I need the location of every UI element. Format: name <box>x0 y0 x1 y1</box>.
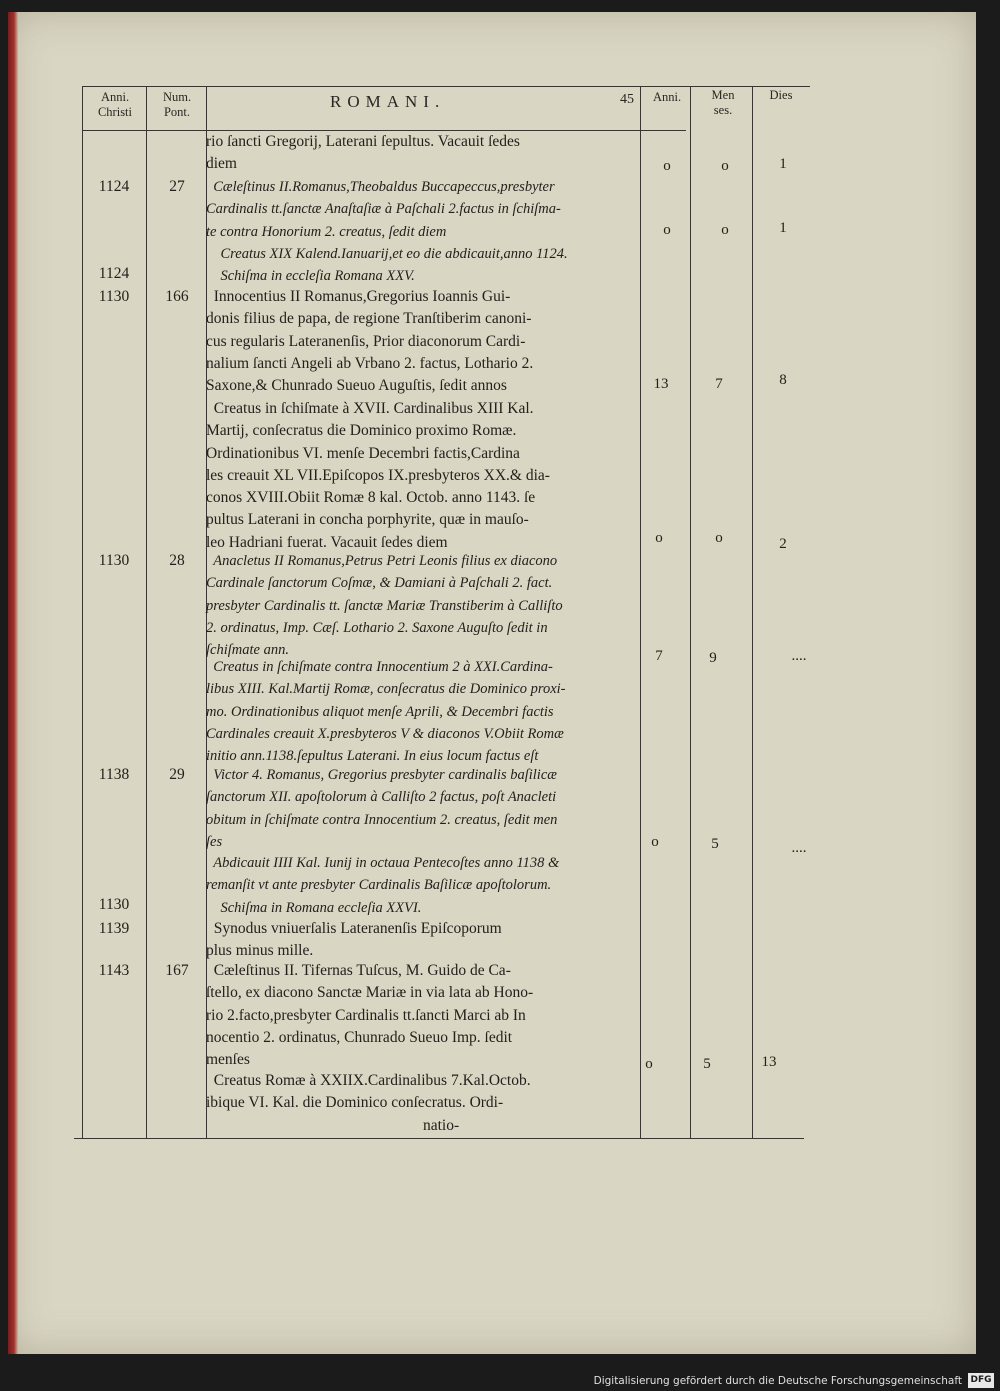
text-block: Creatus in ſchiſmate contra Innocentium 2 à XXI.Cardina- libus XIII. Kal.Martij Romæ, conſecratus die Dominico proxi- mo. Ordinationibus aliquot menſe Aprili, & Decembri factis Cardinales creauit X.presbyteros V & diaconos V.Obiit Romæ initio ann.1138.ſepultus Laterani. In eius locum factus eſt <box>206 659 566 765</box>
year-cell: 1138 <box>98 766 130 783</box>
year-cell: 1139 <box>98 920 130 937</box>
text-block: Innocentius II Romanus,Gregorius Ioannis Gui- donis filius de papa, de regione Tranſtiberim canoni- cus regularis Lateranenſis, Prior diaconorum Cardi- nalium ſancti Angeli ab Vrbano 2. factus, Lothario 2. Saxone,& Chunrado Sueuo Auguſtis, ſedit annos <box>206 288 534 395</box>
menses-value: o <box>715 530 723 546</box>
text-block: Abdicauit IIII Kal. Iunij in octaua Pentecoſtes anno 1138 & remanſit vt ante presbyter Cardinalis Baſilicæ apoſtolorum. Schiſma in Romana eccleſia XXVI. <box>206 855 560 916</box>
anni-value: 7 <box>655 648 663 664</box>
anni-value: o <box>651 834 659 850</box>
text-block: Creatus in ſchiſmate à XVII. Cardinalibus XIII Kal. Martij, conſecratus die Dominico proximo Romæ. Ordinationibus VI. menſe Decembri factis,Cardina les creauit XL VII.Epiſcopos IX.presbyteros XX.& dia- conos XVIII.Obiit Romæ 8 kal. Octob. anno 1143. ſe pultus Laterani in concha porphyrite, quæ in mauſo- leo Hadriani fuerat. Vacauit ſedes diem <box>206 400 550 551</box>
pontiff-number: 166 <box>165 288 189 305</box>
footer-credit: Digitalisierung gefördert durch die Deutsche Forschungsgemeinschaft <box>593 1375 962 1387</box>
dies-value: .... <box>791 648 807 664</box>
header-menses: Men ses. <box>711 88 735 117</box>
text-block: Synodus vniuerſalis Lateranenſis Epiſcoporum plus minus mille. <box>206 920 502 960</box>
dies-value: .... <box>791 840 807 856</box>
pontiff-number: 27 <box>169 178 185 195</box>
page-number: 45 <box>620 92 634 107</box>
menses-value: 7 <box>715 376 723 392</box>
year-cell: 1130 <box>98 896 130 913</box>
header-anni-christi: Anni. Christi <box>97 90 133 119</box>
text-block: Anacletus II Romanus,Petrus Petri Leonis filius ex diacono Cardinale ſanctorum Coſmæ, & Damiani à Paſchali 2. fact. presbyter Cardinalis tt. ſanctæ Mariæ Transtiberim à Calliſto 2. ordinatus, Imp. Cæſ. Lothario 2. Saxone Auguſto ſedit in ſchiſmate ann. <box>206 553 563 659</box>
text-block: Creatus Romæ à XXIIX.Cardinalibus 7.Kal.Octob. ibique VI. Kal. die Dominico conſecratus. Ordi- natio- <box>206 1072 531 1134</box>
dies-value: 1 <box>779 220 787 236</box>
anni-value: o <box>663 158 671 174</box>
pontiff-number: 167 <box>165 962 189 979</box>
book-spine <box>8 12 18 1354</box>
year-cell: 1130 <box>98 288 130 305</box>
anni-value: 13 <box>653 376 669 392</box>
header-rule-anni <box>642 130 686 131</box>
year-cell: 1143 <box>98 962 130 979</box>
col-rule-4 <box>690 86 691 1138</box>
menses-value: 5 <box>703 1056 711 1072</box>
text-block: rio ſancti Gregorij, Laterani ſepultus. Vacauit ſedes diem <box>206 133 520 173</box>
left-rule <box>82 86 83 1138</box>
dfg-logo: DFG <box>968 1373 994 1388</box>
dies-value: 1 <box>779 156 787 172</box>
top-rule <box>82 86 810 87</box>
text-block: Cæleſtinus II.Romanus,Theobaldus Buccapeccus,presbyter Cardinalis tt.ſanctæ Anaſtaſiæ à Paſchali 2.factus in ſchiſma- te contra Honorium 2. creatus, ſedit diem <box>206 179 561 240</box>
header-anni: Anni. <box>652 90 682 104</box>
menses-value: 5 <box>711 836 719 852</box>
anni-value: o <box>663 222 671 238</box>
dies-value: 13 <box>761 1054 777 1070</box>
text-block: Victor 4. Romanus, Gregorius presbyter cardinalis baſilicæ ſanctorum XII. apoſtolorum à Calliſto 2 factus, poſt Anacleti obitum in ſchiſmate contra Innocentium 2. creatus, ſedit men ſes <box>206 767 558 850</box>
col-rule-1 <box>146 86 147 1138</box>
header-num-pont: Num. Pont. <box>162 90 192 119</box>
year-cell: 1130 <box>98 552 130 569</box>
dies-value: 8 <box>779 372 787 388</box>
bottom-rule <box>74 1138 804 1139</box>
menses-value: 9 <box>709 650 717 666</box>
menses-value: o <box>721 158 729 174</box>
anni-value: o <box>645 1056 653 1072</box>
text-block: Creatus XIX Kalend.Ianuarij,et eo die abdicauit,anno 1124. Schiſma in eccleſia Romana XXV. <box>220 246 568 285</box>
pontiff-number: 29 <box>169 766 185 783</box>
year-cell: 1124 <box>98 265 130 282</box>
text-block: Cæleſtinus II. Tifernas Tuſcus, M. Guido de Ca- ſtello, ex diacono Sanctæ Mariæ in via lata ab Hono- rio 2.facto,presbyter Cardinalis tt.ſancti Marci ab In nocentio 2. ordinatus, Chunrado Sueuo Imp. ſedit menſes <box>206 962 534 1069</box>
col-rule-5 <box>752 86 753 1138</box>
page-title: ROMANI. <box>330 92 446 111</box>
year-cell: 1124 <box>98 178 130 195</box>
col-rule-3 <box>640 86 641 1138</box>
dies-value: 2 <box>779 536 787 552</box>
pontiff-number: 28 <box>169 552 185 569</box>
anni-value: o <box>655 530 663 546</box>
header-dies: Dies <box>769 88 793 102</box>
menses-value: o <box>721 222 729 238</box>
